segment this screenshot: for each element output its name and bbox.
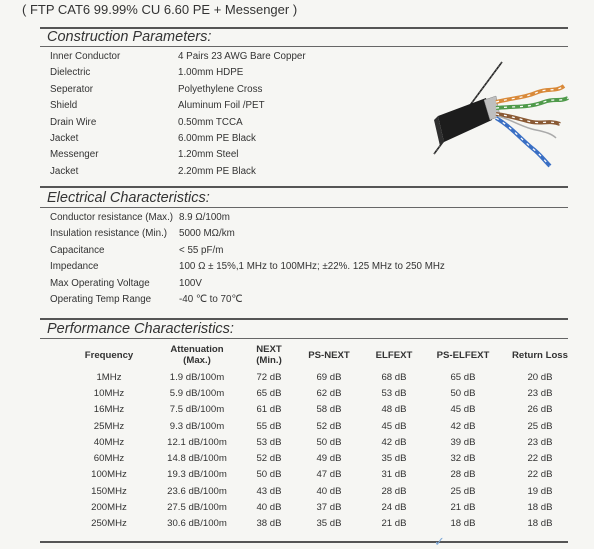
table-row (68, 385, 578, 401)
psnext-cell: 35 dB (316, 518, 342, 530)
next-cell: 43 dB (256, 485, 282, 497)
pselfext-cell: 21 dB (450, 502, 476, 514)
cable-cross-section-image (432, 58, 570, 180)
attenuation-cell: 1.9 dB/100m (169, 371, 225, 383)
column-header-elfext: ELFEXT (375, 349, 413, 361)
construction-value: 1.00mm HDPE (178, 67, 244, 79)
bottom-divider (40, 541, 568, 543)
psnext-cell: 47 dB (316, 469, 342, 481)
table-row (68, 418, 578, 434)
performance-table (68, 341, 578, 532)
attenuation-cell: 30.6 dB/100m (167, 518, 227, 530)
return-loss-cell: 18 dB (527, 518, 553, 530)
section-underline (40, 338, 568, 339)
pselfext-cell: 42 dB (450, 420, 476, 432)
next-cell: 55 dB (256, 420, 282, 432)
frequency-cell: 1MHz (96, 371, 122, 383)
construction-value: Aluminum Foil /PET (178, 100, 265, 112)
construction-label: Dielectric (50, 67, 91, 79)
elfext-cell: 35 dB (381, 453, 407, 465)
next-cell: 38 dB (256, 518, 282, 530)
column-header-next: NEXT (Min.) (256, 344, 282, 366)
frequency-cell: 250MHz (91, 518, 127, 530)
construction-label: Jacket (50, 165, 79, 177)
elfext-cell: 45 dB (381, 420, 407, 432)
elfext-cell: 31 dB (381, 469, 407, 481)
next-cell: 65 dB (256, 387, 282, 399)
elfext-cell: 42 dB (381, 436, 407, 448)
column-header-attenuation: Attenuation (Max.) (170, 344, 224, 366)
elfext-cell: 68 dB (381, 371, 407, 383)
next-cell: 50 dB (256, 469, 282, 481)
return-loss-cell: 23 dB (527, 436, 553, 448)
next-cell: 72 dB (256, 371, 282, 383)
pselfext-cell: 50 dB (450, 387, 476, 399)
construction-value: 1.20mm Steel (178, 149, 239, 161)
construction-value: 4 Pairs 23 AWG Bare Copper (178, 51, 306, 62)
construction-label: Jacket (50, 133, 79, 144)
electrical-value: 5000 MΩ/km (179, 228, 235, 240)
construction-label: Messenger (50, 149, 99, 161)
electrical-value: 100V (179, 277, 202, 289)
pselfext-cell: 65 dB (450, 371, 476, 383)
subtitle: ( FTP CAT6 99.99% CU 6.60 PE + Messenger ) (22, 2, 298, 17)
attenuation-cell: 12.1 dB/100m (167, 436, 227, 448)
psnext-cell: 62 dB (316, 387, 342, 399)
next-cell: 40 dB (256, 502, 282, 514)
table-row (68, 483, 578, 499)
table-row (68, 402, 578, 418)
section-underline (40, 207, 568, 208)
psnext-cell: 50 dB (316, 436, 342, 448)
construction-label: Seperator (50, 83, 94, 95)
construction-value: 0.50mm TCCA (178, 116, 243, 128)
table-row (68, 467, 578, 483)
return-loss-cell: 22 dB (527, 469, 553, 481)
pselfext-cell: 18 dB (450, 518, 476, 530)
construction-label: Shield (50, 100, 78, 112)
attenuation-cell: 19.3 dB/100m (167, 469, 227, 481)
psnext-cell: 40 dB (316, 485, 342, 497)
return-loss-cell: 22 dB (527, 453, 553, 465)
elfext-cell: 28 dB (381, 485, 407, 497)
return-loss-cell: 19 dB (527, 485, 553, 497)
next-cell: 53 dB (256, 436, 282, 448)
frequency-cell: 200MHz (91, 502, 127, 514)
pselfext-cell: 45 dB (450, 404, 476, 416)
column-header-return-loss: Return Loss (512, 349, 568, 361)
pselfext-cell: 28 dB (450, 469, 476, 481)
pselfext-cell: 25 dB (450, 485, 476, 497)
pselfext-cell: 39 dB (450, 436, 476, 448)
psnext-cell: 49 dB (316, 453, 342, 465)
performance-title: Performance Characteristics: (47, 321, 234, 337)
electrical-label: Capacitance (50, 244, 105, 256)
table-row (68, 450, 578, 466)
electrical-label: Max Operating Voltage (50, 277, 150, 289)
next-cell: 61 dB (256, 404, 282, 416)
electrical-label: Operating Temp Range (50, 294, 152, 305)
frequency-cell: 100MHz (91, 469, 127, 481)
psnext-cell: 58 dB (316, 404, 342, 416)
electrical-label: Conductor resistance (Max.) (50, 212, 174, 223)
return-loss-cell: 20 dB (527, 371, 553, 383)
stamp-mark-icon: ✓ (434, 534, 445, 549)
frequency-cell: 10MHz (93, 387, 125, 399)
construction-value: 6.00mm PE Black (178, 133, 256, 144)
frequency-cell: 25MHz (93, 420, 125, 432)
elfext-cell: 48 dB (381, 404, 407, 416)
attenuation-cell: 23.6 dB/100m (167, 485, 227, 497)
psnext-cell: 37 dB (316, 502, 342, 514)
return-loss-cell: 26 dB (527, 404, 553, 416)
table-row (68, 434, 578, 450)
pselfext-cell: 32 dB (450, 453, 476, 465)
attenuation-cell: 9.3 dB/100m (169, 420, 225, 432)
elfext-cell: 53 dB (381, 387, 407, 399)
psnext-cell: 69 dB (316, 371, 342, 383)
electrical-label: Impedance (50, 261, 99, 273)
next-cell: 52 dB (256, 453, 282, 465)
section-divider (40, 186, 568, 188)
construction-label: Drain Wire (50, 116, 97, 128)
electrical-value: 100 Ω ± 15%,1 MHz to 100MHz; ±22%. 125 MHz to 250 MHz (179, 261, 445, 273)
attenuation-cell: 14.8 dB/100m (167, 453, 227, 465)
psnext-cell: 52 dB (316, 420, 342, 432)
section-divider (40, 318, 568, 320)
construction-title: Construction Parameters: (47, 29, 212, 45)
construction-label: Inner Conductor (50, 51, 121, 62)
table-row (68, 499, 578, 515)
frequency-cell: 60MHz (93, 453, 125, 465)
attenuation-cell: 5.9 dB/100m (169, 387, 225, 399)
frequency-cell: 150MHz (91, 485, 127, 497)
table-row (68, 516, 578, 532)
electrical-value: 8.9 Ω/100m (179, 212, 230, 223)
electrical-label: Insulation resistance (Min.) (50, 228, 168, 240)
column-header-psnext: PS-NEXT (308, 349, 350, 361)
electrical-title: Electrical Characteristics: (47, 190, 210, 206)
return-loss-cell: 18 dB (527, 502, 553, 514)
return-loss-cell: 25 dB (527, 420, 553, 432)
electrical-value: -40 ℃ to 70℃ (179, 294, 243, 305)
table-row (68, 369, 578, 385)
construction-value: Polyethylene Cross (178, 83, 263, 95)
return-loss-cell: 23 dB (527, 387, 553, 399)
electrical-value: < 55 pF/m (179, 244, 224, 256)
frequency-cell: 16MHz (93, 404, 125, 416)
table-header-row (68, 341, 578, 369)
attenuation-cell: 7.5 dB/100m (169, 404, 225, 416)
column-header-frequency: Frequency (84, 349, 134, 361)
attenuation-cell: 27.5 dB/100m (167, 502, 227, 514)
construction-value: 2.20mm PE Black (178, 165, 256, 177)
elfext-cell: 21 dB (381, 518, 407, 530)
column-header-pselfext: PS-ELFEXT (436, 349, 490, 361)
frequency-cell: 40MHz (93, 436, 125, 448)
elfext-cell: 24 dB (381, 502, 407, 514)
section-underline (40, 46, 568, 47)
